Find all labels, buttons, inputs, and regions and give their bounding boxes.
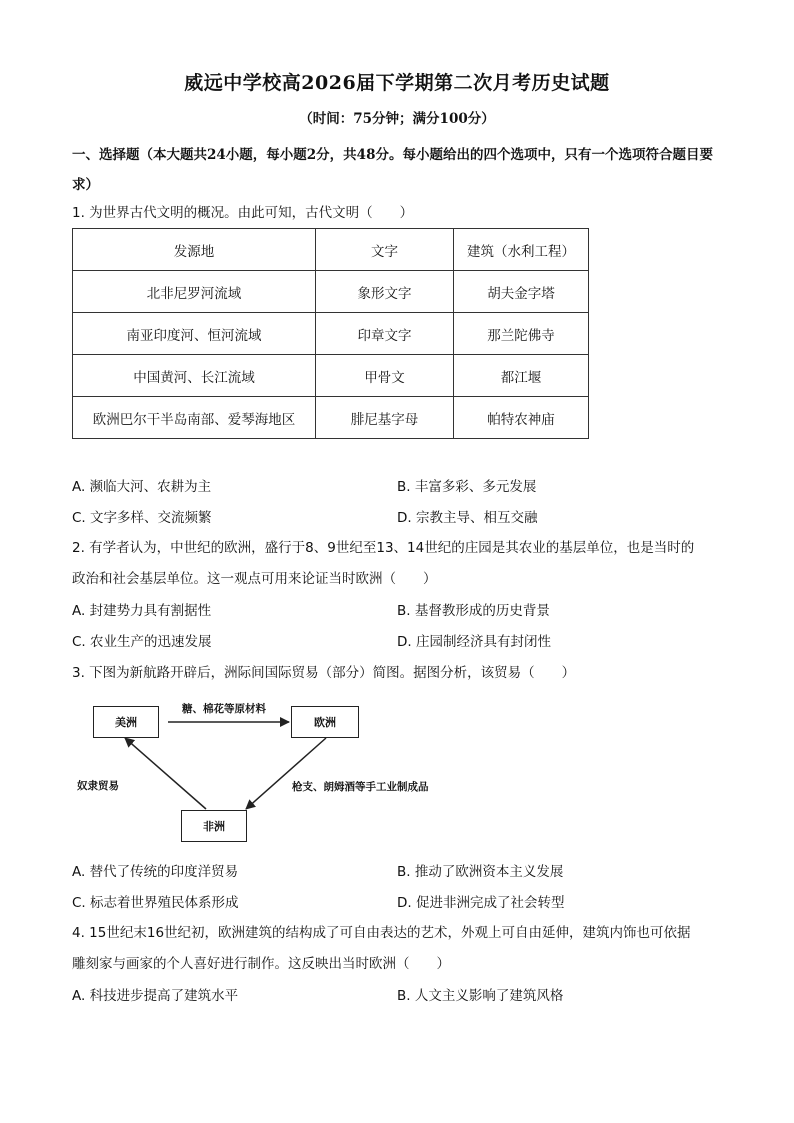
arrow-africa-to-americas xyxy=(125,738,206,809)
triangular-trade-diagram xyxy=(72,693,472,853)
question-4-option-b: B. 人文主义影响了建筑风格 xyxy=(397,988,564,1004)
table-cell: 南亚印度河、恒河流域 xyxy=(73,313,316,355)
table-cell: 胡夫金字塔 xyxy=(454,271,589,313)
africa-box: 非洲 xyxy=(181,810,247,842)
table-row xyxy=(73,313,589,355)
question-2-option-c: C. 农业生产的迅速发展 xyxy=(72,634,212,650)
question-4-option-a: A. 科技进步提高了建筑水平 xyxy=(72,988,239,1004)
table-cell: 那兰陀佛寺 xyxy=(454,313,589,355)
table-cell: 北非尼罗河流域 xyxy=(73,271,316,313)
civilization-table xyxy=(72,228,589,439)
left-trade-label: 奴隶贸易 xyxy=(77,780,119,792)
table-cell: 都江堰 xyxy=(454,355,589,397)
table-header-row xyxy=(73,229,589,271)
table-header: 建筑（水利工程） xyxy=(454,229,589,271)
table-cell: 欧洲巴尔干半岛南部、爱琴海地区 xyxy=(73,397,316,439)
table-cell: 印章文字 xyxy=(316,313,454,355)
top-trade-label: 糖、棉花等原材料 xyxy=(182,703,266,715)
question-3-stem: 3. 下图为新航路开辟后，洲际间国际贸易（部分）简图。据图分析，该贸易（ ） xyxy=(72,665,576,681)
question-1-stem: 1. 为世界古代文明的概况。由此可知，古代文明（ ） xyxy=(72,205,414,221)
question-2-option-d: D. 庄园制经济具有封闭性 xyxy=(397,634,551,650)
question-2-stem-line1: 2. 有学者认为，中世纪的欧洲，盛行于8、9世纪至13、14世纪的庄园是其农业的基层单位，也是当时的 xyxy=(72,540,695,556)
question-2-option-a: A. 封建势力具有割据性 xyxy=(72,603,212,619)
question-3-option-d: D. 促进非洲完成了社会转型 xyxy=(397,895,565,911)
table-cell: 中国黄河、长江流域 xyxy=(73,355,316,397)
arrow-europe-to-africa xyxy=(246,738,326,809)
right-trade-label: 枪支、朗姆酒等手工业制成品 xyxy=(292,781,429,793)
table-cell: 象形文字 xyxy=(316,271,454,313)
table-row xyxy=(73,271,589,313)
europe-box: 欧洲 xyxy=(291,706,359,738)
question-2-option-b: B. 基督教形成的历史背景 xyxy=(397,603,550,619)
question-2-stem-line2: 政治和社会基层单位。这一观点可用来论证当时欧洲（ ） xyxy=(72,571,437,587)
question-1-option-a: A. 濒临大河、农耕为主 xyxy=(72,479,212,495)
table-cell: 腓尼基字母 xyxy=(316,397,454,439)
exam-title: 威远中学校高2026届下学期第二次月考历史试题 xyxy=(184,72,610,94)
question-4-stem-line1: 4. 15世纪末16世纪初，欧洲建筑的结构成了可自由表达的艺术，外观上可自由延伸，建筑内饰也可依据 xyxy=(72,925,691,941)
exam-subtitle: （时间：75分钟；满分100分） xyxy=(299,111,495,127)
question-1-option-c: C. 文字多样、交流频繁 xyxy=(72,510,212,526)
table-cell: 甲骨文 xyxy=(316,355,454,397)
table-header: 发源地 xyxy=(73,229,316,271)
table-row xyxy=(73,397,589,439)
question-3-option-c: C. 标志着世界殖民体系形成 xyxy=(72,895,239,911)
americas-box: 美洲 xyxy=(93,706,159,738)
table-header: 文字 xyxy=(316,229,454,271)
question-1-option-b: B. 丰富多彩、多元发展 xyxy=(397,479,537,495)
section-heading: 一、选择题（本大题共24小题，每小题2分，共48分。每小题给出的四个选项中，只有一个选项符合题目要求） xyxy=(72,147,713,193)
question-3-option-a: A. 替代了传统的印度洋贸易 xyxy=(72,864,239,880)
table-row xyxy=(73,355,589,397)
table-cell: 帕特农神庙 xyxy=(454,397,589,439)
question-4-stem-line2: 雕刻家与画家的个人喜好进行制作。这反映出当时欧洲（ ） xyxy=(72,956,450,972)
question-3-option-b: B. 推动了欧洲资本主义发展 xyxy=(397,864,564,880)
question-1-option-d: D. 宗教主导、相互交融 xyxy=(397,510,538,526)
